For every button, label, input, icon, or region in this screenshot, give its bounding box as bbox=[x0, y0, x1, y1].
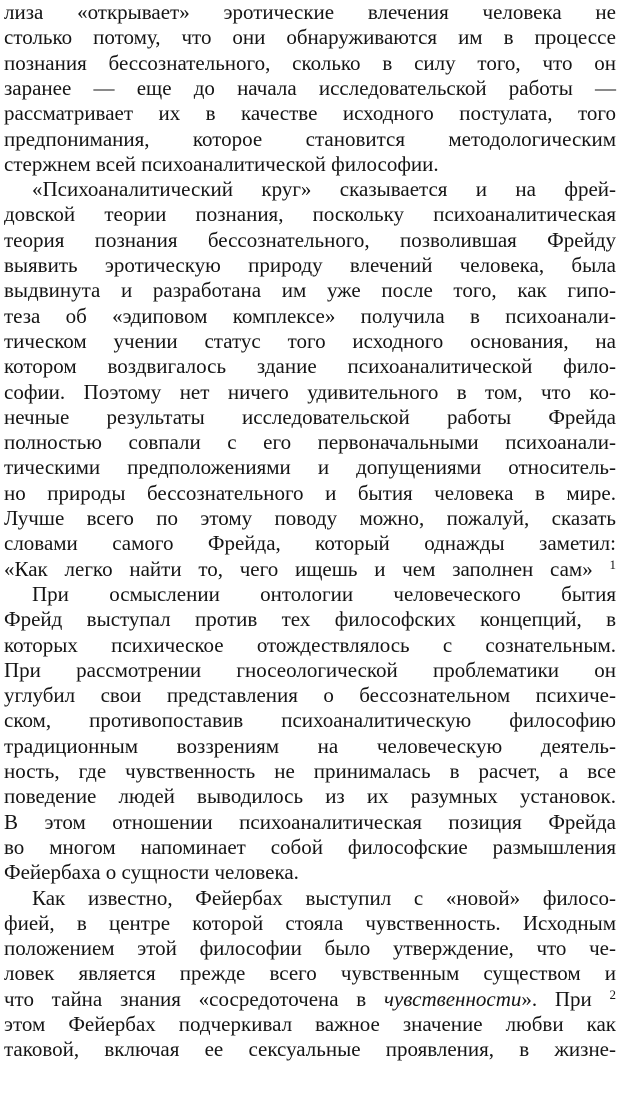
text-line: столько потому, что они обнаруживаются им в процессе bbox=[4, 25, 616, 50]
text-line: но природы бессознательного и бытия человека в мире. bbox=[4, 480, 616, 505]
text-line: ловек является прежде всего чувственным существом и bbox=[4, 961, 616, 986]
text-line: этом Фейербах подчеркивал важное значение любви как bbox=[4, 1012, 616, 1036]
text-line: углубил свои представления о бессознательном психиче- bbox=[4, 683, 616, 708]
text-line: предпонимания, которое становится методологическим bbox=[4, 126, 616, 151]
text-line: довской теории познания, поскольку психоаналитическая bbox=[4, 202, 616, 227]
text-line: фией, в центре которой стояла чувственность. Исходным bbox=[4, 910, 616, 935]
text-line: тическими предположениями и допущениями относитель- bbox=[4, 455, 616, 480]
text-line bbox=[4, 987, 616, 1012]
text-line: во многом напоминает собой философские размышления bbox=[4, 834, 616, 859]
text-line: «Психоаналитический круг» сказывается и на фрей- bbox=[32, 177, 616, 202]
text-line: тическом учении статус того исходного основания, на bbox=[4, 328, 616, 353]
text-line: софии. Поэтому нет ничего удивительного в том, что ко- bbox=[4, 379, 616, 404]
text-segment: что тайна знания «сосредоточена в bbox=[4, 986, 384, 1011]
text-line: теория познания бессознательного, позволившая Фрейду bbox=[4, 227, 616, 252]
text-line: стержнем всей психоаналитической философии. bbox=[4, 151, 439, 176]
text-line: таковой, включая ее сексуальные проявления, в жизне- bbox=[4, 1037, 616, 1062]
text-line: поведение людей выводилось из их разумных установок. bbox=[4, 784, 616, 809]
text-line: познания бессознательного, сколько в силу того, что он bbox=[4, 50, 616, 75]
text-line: полностью совпали с его первоначальными психоанали- bbox=[4, 430, 616, 455]
text-line: В этом отношении психоаналитическая позиция Фрейда bbox=[4, 809, 616, 834]
text-line: традиционным воззрениям на человеческую деятель- bbox=[4, 733, 616, 758]
text-line: заранее — еще до начала исследовательской работы — bbox=[4, 75, 616, 100]
text-line: выдвинута и разработана им уже после того, как гипо- bbox=[4, 278, 616, 303]
text-line: При рассмотрении гносеологической проблематики он bbox=[4, 657, 616, 682]
text-line: Как известно, Фейербах выступил с «новой» филосо- bbox=[32, 885, 616, 910]
text-line: Лучше всего по этому поводу можно, пожалуй, сказать bbox=[4, 506, 616, 530]
text-line: При осмыслении онтологии человеческого бытия bbox=[32, 581, 616, 606]
text-line bbox=[4, 557, 616, 582]
text-line: ском, противопоставив психоаналитическую философию bbox=[4, 708, 616, 733]
text-line: Фейербаха о сущности человека. bbox=[4, 860, 299, 885]
text-line: ность, где чувственность не принималась в расчет, а все bbox=[4, 759, 616, 783]
text-line: теза об «эдиповом комплексе» получила в психоанали- bbox=[4, 303, 616, 328]
text-line: котором воздвигалось здание психоаналитической фило- bbox=[4, 354, 616, 379]
italic-term: чувственности bbox=[383, 986, 522, 1011]
text-line: которых психическое отождествлялось с сознательным. bbox=[4, 632, 616, 657]
text-line: рассматривает их в качестве исходного постулата, того bbox=[4, 101, 616, 126]
text-line: Фрейд выступал против тех философских концепций, в bbox=[4, 607, 616, 632]
footnote-ref-2[interactable]: 2 bbox=[609, 986, 617, 1002]
text-line: выявить эротическую природу влечений человека, была bbox=[4, 253, 616, 277]
text-line: положением этой философии было утверждение, что че- bbox=[4, 936, 616, 961]
text-line-content: «Как легко найти то, чего ищешь и чем заполнен сам» bbox=[4, 556, 593, 581]
text-line: словами самого Фрейда, который однажды заметил: bbox=[4, 531, 616, 556]
text-line: нечные результаты исследовательской работы Фрейда bbox=[4, 404, 616, 429]
text-line: лиза «открывает» эротические влечения человека не bbox=[4, 0, 616, 24]
footnote-ref-1[interactable]: 1 bbox=[609, 556, 617, 572]
text-segment: ». При bbox=[521, 986, 592, 1011]
